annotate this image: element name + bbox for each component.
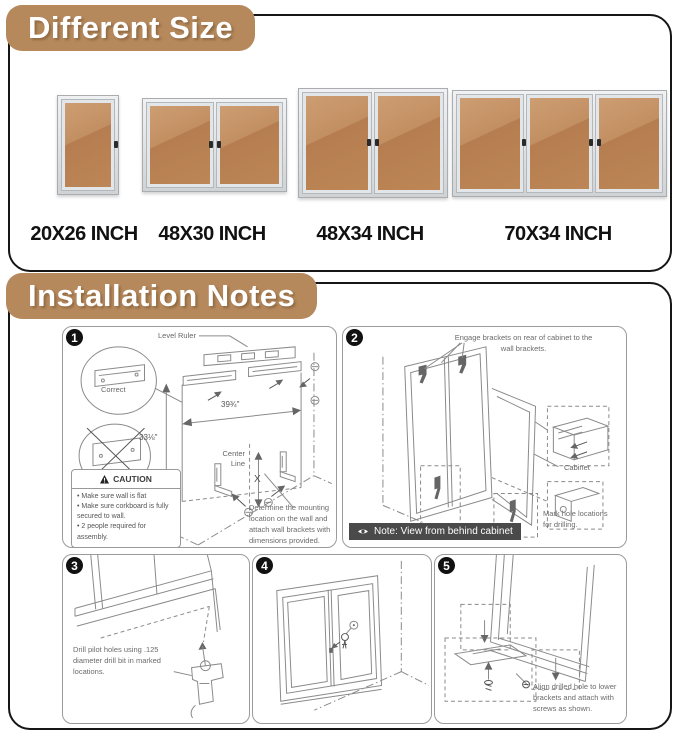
view-note-text: Note: View from behind cabinet bbox=[374, 526, 513, 537]
corkboard-20x26 bbox=[57, 95, 119, 195]
different-size-section bbox=[8, 14, 672, 272]
step5-note: Align drilled hole to lower brackets and attach with screws as shown. bbox=[533, 682, 617, 713]
step2-engage-note: Engage brackets on rear of cabinet to the wall brackets. bbox=[454, 333, 593, 353]
corkboard-door bbox=[303, 93, 371, 193]
cabinet-label: Cabinet bbox=[564, 463, 590, 472]
corkboard-70x34 bbox=[452, 90, 667, 197]
corkboard-door bbox=[527, 95, 593, 192]
corkboard-door bbox=[217, 103, 283, 187]
size-label-48x30: 48X30 INCH bbox=[158, 223, 266, 245]
size-label-70x34: 70X34 INCH bbox=[504, 223, 612, 245]
lock-icon bbox=[375, 139, 379, 146]
step-number-badge: 2 bbox=[346, 329, 363, 346]
step3-drill-diagram bbox=[63, 555, 249, 723]
caution-title: CAUTION bbox=[113, 474, 152, 484]
caution-item: • Make sure corkboard is fully secured to wall. bbox=[77, 502, 175, 522]
caution-item: • Make sure wall is flat bbox=[77, 492, 175, 502]
step4-lock-cabinet-diagram bbox=[253, 555, 431, 723]
correct-label: Correct bbox=[101, 385, 126, 394]
install-step-2 bbox=[342, 326, 627, 548]
level-ruler-label: Level Ruler bbox=[158, 331, 196, 340]
install-step-4 bbox=[252, 554, 432, 724]
lock-icon bbox=[114, 141, 118, 148]
eye-icon bbox=[357, 527, 369, 536]
install-step-1 bbox=[62, 326, 337, 548]
step-number-badge: 5 bbox=[438, 557, 455, 574]
size-label-48x34: 48X34 INCH bbox=[316, 223, 424, 245]
step-number-badge: 3 bbox=[66, 557, 83, 574]
install-step-5 bbox=[434, 554, 627, 724]
center-line-label: Center Line bbox=[222, 449, 245, 468]
x-dimension-label: X bbox=[254, 474, 261, 485]
warning-icon bbox=[100, 475, 109, 484]
corkboard-door bbox=[596, 95, 662, 192]
caution-list bbox=[77, 492, 175, 543]
width-dimension-label: 39¾" bbox=[221, 400, 240, 409]
step1-note: Determine the mounting location on the wall and attach wall brackets with dimensions provided. bbox=[249, 503, 331, 545]
installation-notes-title: Installation Notes bbox=[6, 273, 317, 319]
step-number-badge: 1 bbox=[66, 329, 83, 346]
lock-icon bbox=[522, 139, 526, 146]
lock-icon bbox=[597, 139, 601, 146]
view-note-bar bbox=[349, 523, 521, 540]
corkboard-48x30 bbox=[142, 98, 287, 192]
corkboard-door bbox=[375, 93, 443, 193]
caution-box bbox=[71, 469, 181, 548]
caution-header bbox=[72, 470, 180, 489]
caution-item: • 2 people required for assembly. bbox=[77, 522, 175, 542]
lock-icon bbox=[217, 141, 221, 148]
corkboard-48x34 bbox=[298, 88, 448, 198]
lock-icon bbox=[367, 139, 371, 146]
install-step-3 bbox=[62, 554, 250, 724]
height-dimension-label: 33⅛" bbox=[139, 433, 158, 442]
size-label-20x26: 20X26 INCH bbox=[30, 223, 138, 245]
different-size-title: Different Size bbox=[6, 5, 255, 51]
step-number-badge: 4 bbox=[256, 557, 273, 574]
step2-mark-note: Mark hole locations for drilling. bbox=[543, 509, 608, 529]
step3-note: Drill pilot holes using .125 diameter drill bit in marked locations. bbox=[73, 645, 161, 676]
corkboard-door bbox=[457, 95, 523, 192]
installation-notes-section bbox=[8, 282, 672, 730]
lock-icon bbox=[589, 139, 593, 146]
corkboard-door bbox=[62, 100, 114, 190]
lock-icon bbox=[209, 141, 213, 148]
corkboard-door bbox=[147, 103, 213, 187]
